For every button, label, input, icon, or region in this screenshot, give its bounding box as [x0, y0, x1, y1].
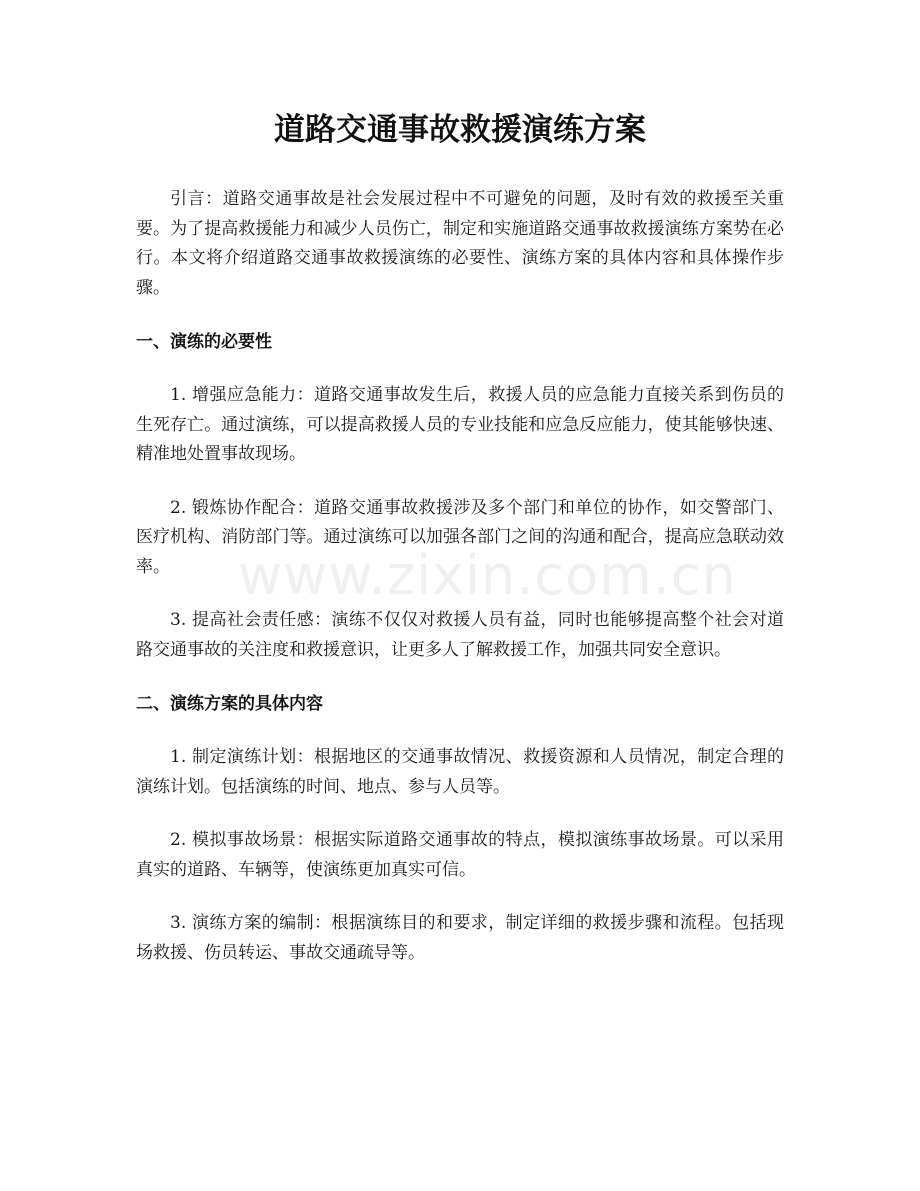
intro-paragraph: 引言：道路交通事故是社会发展过程中不可避免的问题，及时有效的救援至关重要。为了提高救援能力和减少人员伤亡，制定和实施道路交通事故救援演练方案势在必行。本文将介绍道路交通事故救援演练的必要性、演练方案的具体内容和具体操作步骤。 [136, 189, 784, 298]
watermark-text: www.zixin.com.cn [238, 544, 737, 607]
plan-item-1: 1. 制定演练计划：根据地区的交通事故情况、救援资源和人员情况，制定合理的演练计划。包括演练的时间、地点、参与人员等。 [136, 747, 784, 797]
plan-item-2: 2. 模拟事故场景：根据实际道路交通事故的特点，模拟演练事故场景。可以采用真实的道路、车辆等，使演练更加真实可信。 [136, 830, 784, 880]
document-title: 道路交通事故救援演练方案 [274, 112, 646, 148]
document-body [136, 185, 784, 992]
section-necessity [136, 327, 784, 665]
necessity-item-2: 2. 锻炼协作配合：道路交通事故救援涉及多个部门和单位的协作，如交警部门、医疗机构、消防部门等。通过演练可以加强各部门之间的沟通和配合，提高应急联动效率。 [136, 497, 784, 577]
necessity-item-1: 1. 增强应急能力：道路交通事故发生后，救援人员的应急能力直接关系到伤员的生死存亡。通过演练，可以提高救援人员的专业技能和应急反应能力，使其能够快速、精准地处置事故现场。 [136, 385, 784, 464]
section-heading-necessity: 一、演练的必要性 [136, 332, 272, 352]
necessity-item-3: 3. 提高社会责任感：演练不仅仅对救援人员有益，同时也能够提高整个社会对道路交通事故的关注度和救援意识，让更多人了解救援工作，加强共同安全意识。 [136, 610, 784, 660]
plan-item-3: 3. 演练方案的编制：根据演练目的和要求，制定详细的救援步骤和流程。包括现场救援、伤员转运、事故交通疏导等。 [136, 913, 784, 963]
section-heading-plan-content: 二、演练方案的具体内容 [136, 694, 323, 714]
section-plan-content [136, 689, 784, 968]
